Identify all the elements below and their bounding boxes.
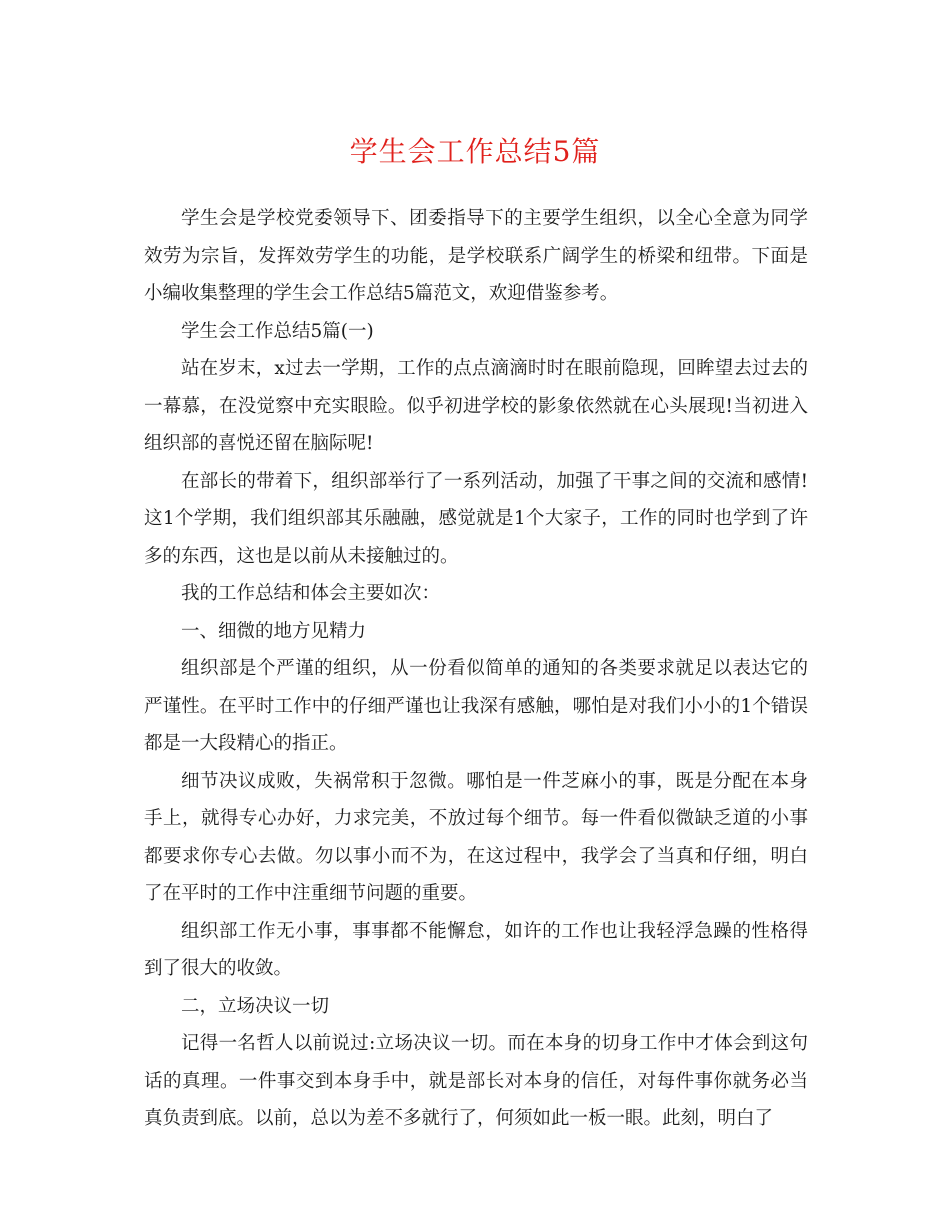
document-body bbox=[144, 200, 808, 1138]
paragraph: 细节决议成败，失祸常积于忽微。哪怕是一件芝麻小的事，既是分配在本身手上，就得专心办好，力求完美，不放过每个细节。每一件看似微缺乏道的小事都要求你专心去做。勿以事小而不为，在这过程中，我学会了当真和仔细，明白了在平时的工作中注重细节问题的重要。 bbox=[144, 770, 808, 904]
paragraph: 站在岁末，x过去一学期，工作的点点滴滴时时在眼前隐现，回眸望去过去的一幕慕，在没觉察中充实眼睑。似乎初进学校的影象依然就在心头展现!当初进入组织部的喜悦还留在脑际呢! bbox=[144, 358, 808, 454]
document-title: 学生会工作总结5篇 bbox=[349, 135, 601, 168]
paragraph: 我的工作总结和体会主要如次： bbox=[181, 583, 441, 604]
section-heading: 学生会工作总结5篇(一) bbox=[181, 320, 374, 342]
subheading: 二，立场决议一切 bbox=[181, 995, 330, 1017]
paragraph: 组织部是个严谨的组织，从一份看似简单的通知的各类要求就足以表达它的严谨性。在平时工作中的仔细严谨也让我深有感触，哪怕是对我们小小的1个错误都是一大段精心的指正。 bbox=[144, 658, 808, 754]
paragraph: 记得一名哲人以前说过:立场决议一切。而在本身的切身工作中才体会到这句话的真理。一件事交到本身手中，就是部长对本身的信任，对每件事你就务必当真负责到底。以前，总以为差不多就行了，何须如此一板一眼。此刻，明白了 bbox=[144, 1033, 808, 1129]
paragraph: 在部长的带着下，组织部举行了一系列活动，加强了干事之间的交流和感情!这1个学期，我们组织部其乐融融，感觉就是1个大家子，工作的同时也学到了许多的东西，这也是以前从未接触过的。 bbox=[144, 470, 808, 567]
subheading: 一、细微的地方见精力 bbox=[181, 620, 367, 642]
paragraph: 组织部工作无小事，事事都不能懈怠，如许的工作也让我轻浮急躁的性格得到了很大的收敛。 bbox=[144, 920, 808, 979]
paragraph-intro: 学生会是学校党委领导下、团委指导下的主要学生组织，以全心全意为同学效劳为宗旨，发挥效劳学生的功能，是学校联系广阔学生的桥梁和纽带。下面是小编收集整理的学生会工作总结5篇范文，欢迎借鉴参考。 bbox=[144, 208, 808, 304]
